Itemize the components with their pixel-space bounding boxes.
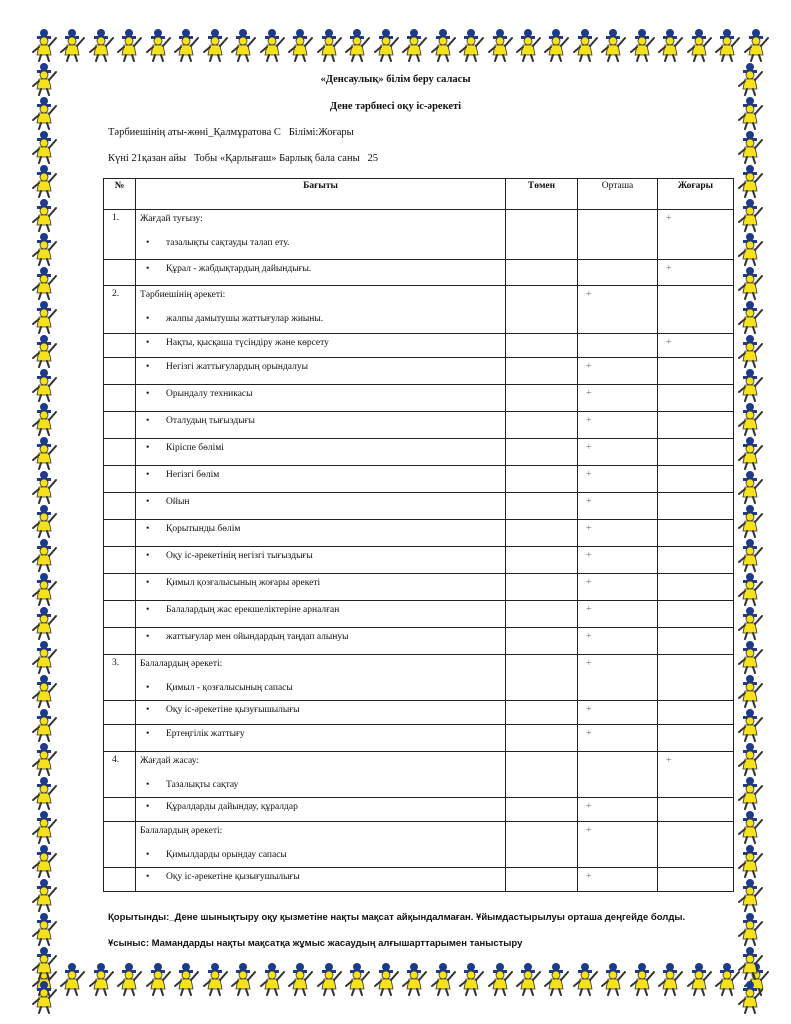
smiling-child-figure-icon [736, 572, 764, 606]
mark-mid: + [578, 466, 658, 493]
mark-mid: + [578, 439, 658, 466]
smiling-child-figure-icon [144, 962, 172, 996]
row-direction [136, 701, 506, 725]
mark-mid: + [578, 601, 658, 628]
mark-mid: + [578, 655, 658, 701]
smiling-child-figure-icon [87, 962, 115, 996]
table-row [104, 628, 734, 655]
row-number [104, 798, 136, 822]
row-number: 3. [104, 655, 136, 701]
row-direction [136, 868, 506, 892]
smiling-child-figure-icon [115, 962, 143, 996]
mark-mid: + [578, 574, 658, 601]
smiling-child-figure-icon [736, 606, 764, 640]
smiling-child-figure-icon [514, 28, 542, 62]
smiling-child-figure-icon [30, 572, 58, 606]
smiling-child-figure-icon [30, 946, 58, 980]
teacher-info: Тәрбиешінің аты-жөні_Қалмұратова С Білімі:Жоғары [108, 127, 354, 138]
table-row [104, 260, 734, 286]
row-number [104, 822, 136, 868]
smiling-child-figure-icon [30, 776, 58, 810]
smiling-child-figure-icon [400, 962, 428, 996]
mark-mid [578, 260, 658, 286]
smiling-child-figure-icon [736, 674, 764, 708]
mark-low [506, 210, 578, 260]
smiling-child-figure-icon [343, 962, 371, 996]
smiling-child-figure-icon [742, 28, 770, 62]
smiling-child-figure-icon [30, 130, 58, 164]
field-title: «Денсаулық» білім беру саласы [320, 74, 471, 85]
smiling-child-figure-icon [229, 962, 257, 996]
conclusion-text: Қорытынды:_Дене шынықтыру оқу қызметіне нақты мақсат айқындалмаған. Ұйымдастырылуы орташа деңгейде болды. [108, 912, 686, 923]
smiling-child-figure-icon [736, 708, 764, 742]
mark-high [658, 655, 734, 701]
smiling-child-figure-icon [30, 504, 58, 538]
mark-high: + [658, 260, 734, 286]
smiling-child-figure-icon [736, 334, 764, 368]
criterion-item: • Қимыл - қозғалысының сапасы [140, 683, 501, 693]
row-number [104, 412, 136, 439]
mark-low [506, 574, 578, 601]
smiling-child-figure-icon [172, 28, 200, 62]
col-direction: Бағыты [136, 179, 506, 210]
mark-high: + [658, 334, 734, 358]
row-number [104, 547, 136, 574]
smiling-child-figure-icon [736, 742, 764, 776]
col-high: Жоғары [658, 179, 734, 210]
smiling-child-figure-icon [400, 28, 428, 62]
row-number [104, 260, 136, 286]
smiling-child-figure-icon [628, 962, 656, 996]
mark-low [506, 655, 578, 701]
smiling-child-figure-icon [599, 28, 627, 62]
smiling-child-figure-icon [628, 28, 656, 62]
smiling-child-figure-icon [315, 28, 343, 62]
smiling-child-figure-icon [736, 640, 764, 674]
table-row [104, 868, 734, 892]
row-direction [136, 493, 506, 520]
table-row [104, 574, 734, 601]
smiling-child-figure-icon [30, 912, 58, 946]
table-row [104, 286, 734, 334]
criterion-item: • Негізгі жаттығулардың орындалуы [140, 362, 501, 372]
mark-mid: + [578, 798, 658, 822]
col-number: № [104, 179, 136, 210]
criterion-item: • Тазалықты сақтау [140, 780, 501, 790]
suggestion-text: Ұсыныс: Мамандарды нақты мақсатқа жұмыс жасаудың алғышарттарымен таныстыру [108, 938, 523, 949]
table-row [104, 655, 734, 701]
smiling-child-figure-icon [736, 130, 764, 164]
mark-mid: + [578, 822, 658, 868]
border-right [736, 62, 768, 962]
smiling-child-figure-icon [486, 962, 514, 996]
smiling-child-figure-icon [30, 878, 58, 912]
smiling-child-figure-icon [30, 436, 58, 470]
row-number [104, 358, 136, 385]
mark-high [658, 701, 734, 725]
mark-high [658, 601, 734, 628]
border-left [30, 62, 62, 962]
smiling-child-figure-icon [30, 470, 58, 504]
mark-high [658, 547, 734, 574]
row-direction [136, 601, 506, 628]
table-row [104, 493, 734, 520]
table-row [104, 798, 734, 822]
mark-low [506, 798, 578, 822]
mark-high [658, 493, 734, 520]
row-direction [136, 752, 506, 798]
smiling-child-figure-icon [30, 844, 58, 878]
mark-mid: + [578, 493, 658, 520]
smiling-child-figure-icon [229, 28, 257, 62]
criterion-item: • Ертеңгілік жаттығу [140, 729, 501, 739]
criterion-item: • жаттығулар мен ойындардың таңдап алынуы [140, 632, 501, 642]
section-heading: Жағдай жасау: [140, 756, 200, 766]
row-direction [136, 822, 506, 868]
smiling-child-figure-icon [429, 962, 457, 996]
smiling-child-figure-icon [486, 28, 514, 62]
smiling-child-figure-icon [58, 962, 86, 996]
row-number [104, 628, 136, 655]
criterion-item: • Қорытынды бөлім [140, 524, 501, 534]
section-heading: Тәрбиешінің әрекеті: [140, 290, 226, 300]
row-direction [136, 358, 506, 385]
table-row [104, 385, 734, 412]
row-direction [136, 210, 506, 260]
row-number: 2. [104, 286, 136, 334]
row-direction [136, 286, 506, 334]
date-group-info: Күні 21қазан айы Тобы «Қарлығаш» Барлық бала саны 25 [108, 153, 379, 164]
table-row [104, 752, 734, 798]
smiling-child-figure-icon [30, 980, 58, 1014]
smiling-child-figure-icon [87, 28, 115, 62]
smiling-child-figure-icon [30, 708, 58, 742]
mark-mid [578, 752, 658, 798]
smiling-child-figure-icon [736, 776, 764, 810]
activity-title: Дене тәрбиесі оқу іс-әрекеті [329, 101, 462, 112]
smiling-child-figure-icon [258, 28, 286, 62]
row-direction [136, 628, 506, 655]
smiling-child-figure-icon [571, 28, 599, 62]
table-row [104, 466, 734, 493]
criterion-item: • Оқу іс-әрекетіне қызуғышылығы [140, 705, 501, 715]
smiling-child-figure-icon [656, 28, 684, 62]
mark-mid [578, 334, 658, 358]
row-direction [136, 412, 506, 439]
mark-low [506, 628, 578, 655]
col-mid: Орташа [578, 179, 658, 210]
smiling-child-figure-icon [736, 402, 764, 436]
criterion-item: • жалпы дамытушы жаттығулар жиыны. [140, 314, 501, 324]
row-number [104, 520, 136, 547]
row-number: 1. [104, 210, 136, 260]
row-direction [136, 466, 506, 493]
row-number: 4. [104, 752, 136, 798]
mark-mid: + [578, 520, 658, 547]
smiling-child-figure-icon [736, 266, 764, 300]
smiling-child-figure-icon [30, 368, 58, 402]
row-direction [136, 798, 506, 822]
table-header-row [104, 179, 734, 210]
smiling-child-figure-icon [30, 28, 58, 62]
mark-low [506, 822, 578, 868]
smiling-child-figure-icon [736, 980, 764, 1014]
criterion-item: • Оқу іс-әрекетінің негізгі тығыздығы [140, 551, 501, 561]
table-row [104, 725, 734, 752]
mark-low [506, 358, 578, 385]
criterion-item: • Қимыл қозғалысының жоғары әрекеті [140, 578, 501, 588]
smiling-child-figure-icon [30, 640, 58, 674]
mark-mid [578, 210, 658, 260]
smiling-child-figure-icon [656, 962, 684, 996]
mark-low [506, 520, 578, 547]
row-direction [136, 725, 506, 752]
mark-high [658, 520, 734, 547]
row-number [104, 574, 136, 601]
row-number [104, 466, 136, 493]
border-bottom [30, 962, 770, 996]
smiling-child-figure-icon [514, 962, 542, 996]
row-direction [136, 260, 506, 286]
smiling-child-figure-icon [736, 878, 764, 912]
mark-mid: + [578, 628, 658, 655]
smiling-child-figure-icon [201, 28, 229, 62]
smiling-child-figure-icon [343, 28, 371, 62]
mark-low [506, 868, 578, 892]
row-direction [136, 574, 506, 601]
smiling-child-figure-icon [30, 810, 58, 844]
row-number [104, 493, 136, 520]
smiling-child-figure-icon [736, 198, 764, 232]
table-row [104, 439, 734, 466]
mark-mid: + [578, 412, 658, 439]
mark-low [506, 334, 578, 358]
smiling-child-figure-icon [736, 368, 764, 402]
mark-low [506, 752, 578, 798]
smiling-child-figure-icon [542, 962, 570, 996]
mark-high [658, 798, 734, 822]
mark-mid: + [578, 286, 658, 334]
mark-low [506, 385, 578, 412]
smiling-child-figure-icon [736, 232, 764, 266]
col-low: Төмен [506, 179, 578, 210]
criterion-item: • Оқу іс-әрекетіне қызығушылығы [140, 872, 501, 882]
smiling-child-figure-icon [201, 962, 229, 996]
smiling-child-figure-icon [685, 962, 713, 996]
smiling-child-figure-icon [30, 164, 58, 198]
mark-high [658, 628, 734, 655]
criterion-item: • Кіріспе бөлімі [140, 443, 501, 453]
mark-high [658, 574, 734, 601]
mark-low [506, 601, 578, 628]
smiling-child-figure-icon [736, 810, 764, 844]
criterion-item: • Құралдарды дайындау, құралдар [140, 802, 501, 812]
smiling-child-figure-icon [30, 266, 58, 300]
smiling-child-figure-icon [736, 164, 764, 198]
smiling-child-figure-icon [685, 28, 713, 62]
smiling-child-figure-icon [736, 946, 764, 980]
smiling-child-figure-icon [571, 962, 599, 996]
row-direction [136, 439, 506, 466]
table-row [104, 822, 734, 868]
smiling-child-figure-icon [258, 962, 286, 996]
criterion-item: • тазалықты сақтауды талап ету. [140, 238, 501, 248]
mark-low [506, 466, 578, 493]
row-direction [136, 655, 506, 701]
mark-mid: + [578, 385, 658, 412]
table-row [104, 701, 734, 725]
smiling-child-figure-icon [457, 28, 485, 62]
mark-low [506, 412, 578, 439]
smiling-child-figure-icon [286, 28, 314, 62]
row-direction [136, 334, 506, 358]
mark-low [506, 286, 578, 334]
mark-high [658, 439, 734, 466]
mark-high [658, 385, 734, 412]
smiling-child-figure-icon [286, 962, 314, 996]
smiling-child-figure-icon [457, 962, 485, 996]
smiling-child-figure-icon [30, 402, 58, 436]
criterion-item: • Негізгі бөлім [140, 470, 501, 480]
mark-high [658, 868, 734, 892]
mark-high [658, 725, 734, 752]
mark-high [658, 286, 734, 334]
table-row [104, 601, 734, 628]
row-number [104, 701, 136, 725]
section-heading: Балалардың әрекеті: [140, 659, 223, 669]
mark-mid: + [578, 725, 658, 752]
row-number [104, 725, 136, 752]
mark-low [506, 439, 578, 466]
mark-low [506, 701, 578, 725]
smiling-child-figure-icon [144, 28, 172, 62]
smiling-child-figure-icon [372, 962, 400, 996]
smiling-child-figure-icon [736, 436, 764, 470]
smiling-child-figure-icon [30, 300, 58, 334]
table-row [104, 358, 734, 385]
smiling-child-figure-icon [315, 962, 343, 996]
table-body [104, 210, 734, 892]
smiling-child-figure-icon [736, 470, 764, 504]
mark-high [658, 822, 734, 868]
mark-high: + [658, 210, 734, 260]
smiling-child-figure-icon [58, 28, 86, 62]
table-row [104, 520, 734, 547]
mark-high [658, 412, 734, 439]
mark-low [506, 725, 578, 752]
table-row [104, 334, 734, 358]
smiling-child-figure-icon [736, 844, 764, 878]
smiling-child-figure-icon [30, 334, 58, 368]
table-row [104, 547, 734, 574]
criterion-item: • Балалардың жас ерекшеліктеріне арналған [140, 605, 501, 615]
mark-mid: + [578, 358, 658, 385]
row-direction [136, 385, 506, 412]
section-heading: Жағдай туғызу: [140, 214, 203, 224]
criterion-item: • Құрал - жабдықтардың дайындығы. [140, 264, 501, 274]
border-top [30, 28, 770, 62]
section-heading: Балалардың әрекеті: [140, 826, 223, 836]
smiling-child-figure-icon [30, 232, 58, 266]
row-number [104, 868, 136, 892]
mark-low [506, 547, 578, 574]
smiling-child-figure-icon [30, 606, 58, 640]
row-number [104, 334, 136, 358]
mark-mid: + [578, 701, 658, 725]
smiling-child-figure-icon [172, 962, 200, 996]
criterion-item: • Оталудың тығыздығы [140, 416, 501, 426]
mark-low [506, 493, 578, 520]
assessment-table [103, 178, 734, 892]
table-row [104, 412, 734, 439]
smiling-child-figure-icon [372, 28, 400, 62]
row-direction [136, 520, 506, 547]
smiling-child-figure-icon [713, 28, 741, 62]
mark-mid: + [578, 868, 658, 892]
criterion-item: • Қимылдарды орындау сапасы [140, 850, 501, 860]
smiling-child-figure-icon [429, 28, 457, 62]
smiling-child-figure-icon [30, 742, 58, 776]
mark-high: + [658, 752, 734, 798]
mark-high [658, 358, 734, 385]
table-row [104, 210, 734, 260]
smiling-child-figure-icon [30, 538, 58, 572]
criterion-item: • Орындалу техникасы [140, 389, 501, 399]
row-number [104, 385, 136, 412]
smiling-child-figure-icon [30, 674, 58, 708]
row-number [104, 439, 136, 466]
criterion-item: • Ойын [140, 497, 501, 507]
criterion-item: • Нақты, қысқаша түсіндіру және көрсету [140, 338, 501, 348]
smiling-child-figure-icon [736, 300, 764, 334]
row-number [104, 601, 136, 628]
smiling-child-figure-icon [542, 28, 570, 62]
row-direction [136, 547, 506, 574]
smiling-child-figure-icon [736, 538, 764, 572]
smiling-child-figure-icon [115, 28, 143, 62]
smiling-child-figure-icon [30, 198, 58, 232]
mark-high [658, 466, 734, 493]
mark-mid: + [578, 547, 658, 574]
smiling-child-figure-icon [736, 504, 764, 538]
smiling-child-figure-icon [599, 962, 627, 996]
mark-low [506, 260, 578, 286]
